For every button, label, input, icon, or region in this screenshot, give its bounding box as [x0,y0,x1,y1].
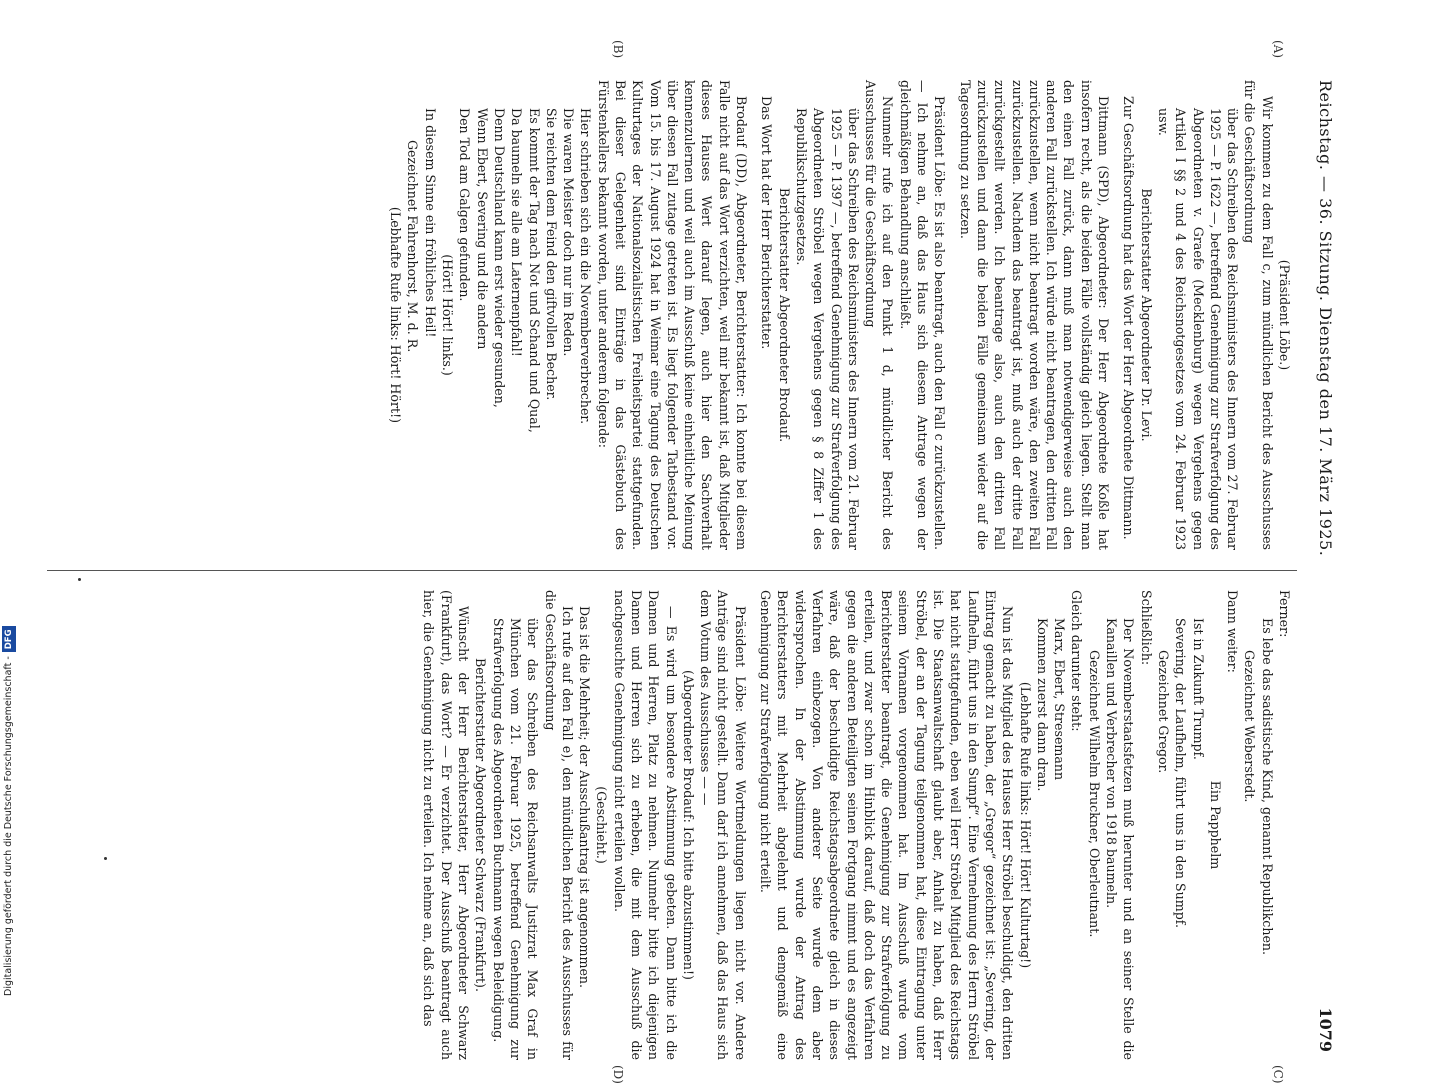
signature-line: Gezeichnet Gregor. [1155,650,1171,774]
report-subject: über das Schreiben des Reichsministers des Innern vom 27. Februar 1925 — P. 1622 —, betreffend Genehmigung zur Strafverfolgung des Abgeordneten v. Graefe (Mecklenburg) wegen Vergehens gegen Artikel I §§ 2 und 4 des Reichsnotgesetzes vom 24. Februar 1923 usw. [1155,108,1241,550]
margin-mark-a: (A) [1271,40,1285,59]
interjection: (Lebhafte Rufe links: Hört! Hört!) [388,206,404,424]
interjection: (Abgeordneter Brodauf: Ich bitte abzustimmen!) [680,670,696,980]
margin-mark-c: (C) [1271,1065,1285,1084]
verse-line: Die waren Meister doch nur im Reden. [561,108,577,357]
verse-line: In diesem Sinne ein fröhliches Heil! [422,108,438,338]
left-column [53,80,1293,550]
scan-speck [104,857,107,860]
verse-line: Der Novemberstaatsfetzen muß herunter und an seiner Stelle die Kanaillen und Verbrecher von 1918 baumeln. [1104,618,1137,1060]
paragraph: Ich rufe auf den Fall e), den mündlichen Bericht des Ausschusses für die Geschäftsordnung [542,590,575,1060]
paragraph: Dann weiter: [1225,590,1241,673]
scan-speck [78,578,81,581]
paragraph: Wünscht der Herr Berichterstatter, Herr Abgeordneter Schwarz (Frankfurt), das Wort? — Er verzichtet. Der Ausschuß beantragt auch hier, die Genehmigung nicht zu erteilen. Ich nehme an, daß sich das [421,590,472,1060]
right-column [53,590,1293,1060]
rapporteur-line: Berichterstatter Abgeordneter Schwarz (Frankfurt). [473,658,489,992]
speech-president: Präsident Löbe: Es ist also beantragt, auch den Fall c zurückzustellen. — Ich nehme an, daß das Haus sich diesem Antrage wegen der gleichmäßigen Behandlung anschließt. [897,80,948,550]
verse-line: Sie reichten dem Feind den giftvollen Becher. [543,108,559,401]
verse-line: Wenn Ebert, Severing und die andern [474,108,490,350]
paragraph: Das ist die Mehrheit; der Ausschußantrag ist angenommen. [577,606,593,989]
paragraph: Das Wort hat der Herr Berichterstatter. [759,96,775,350]
page-header [1305,80,1345,1060]
interjection: (Lebhafte Rufe links: Hört! Hört! Kulturtag!) [1017,681,1033,969]
margin-mark-b: (B) [611,40,625,59]
verse-line: Severing, der Laufhelm, führt uns in den Sumpf. [1173,618,1189,928]
verse-line: Es lebe das sadistische Kind, genannt Republikchen. [1259,618,1275,956]
dfg-logo: DFG [2,626,16,652]
credit-text: Digitalisierung gefördert durch die Deutsche Forschungsgemeinschaft - [3,656,14,996]
signature-line: Gezeichnet Weberstedt. [1242,650,1258,803]
paragraph: — Es wird um besondere Abstimmung gebeten. Dann bitte ich die Damen und Herren, Platz zu nehmen. Nunmehr bitte ich diejenigen Damen und Herren sich zu erheben, die mit dem Ausschuß die nachgesuchte Genehmigung nicht erteilen wollen. [611,590,679,1060]
speaker-heading: (Präsident Löbe.) [1277,259,1292,371]
verse-line: Es kommt der Tag nach Not und Schand und Qual, [526,108,542,433]
digitization-credit [2,6,16,996]
paragraph: Nun ist das Mitglied des Hauses Herr Ströbel beschuldigt, den dritten Eintrag gemacht zu haben, der „Gregor“ gezeichnet ist: „Severing, der Laufhelm, führt uns in den Sumpf“. Eine Vernehmung des Herrn Ströbel hat nicht stattgefunden, eben weil Herr Ströbel Mitglied des Reichstags ist. Die Staatsanwaltschaft glaubt aber, Anhalt zu haben, daß Herr Ströbel, der an der Tagung teilgenommen hat, diese Eintragung unter seinem Vornamen vorgenommen hat. Im Ausschuß wurde vom Berichterstatter beantragt, die Genehmigung zur Strafverfolgung zu erteilen, und zwar schon im Hinblick darauf, daß doch das Verfahren gegen die anderen Beteiligten seinen Fortgang nimmt und es angezeigt wäre, daß der beschuldigte Reichstagsabgeordnete gleich in dieses Verfahren einbezogen. Von anderer Seite wurde dem aber widersprochen. In der Abstimmung wurde der Antrag des Berichterstatters mit Mehrheit abgelehnt und demgemäß eine Genehmigung zur Strafverfolgung nicht erteilt. [758,590,1016,1060]
verse-line: Hier schrieben sich ein die Novemberverbrecher. [578,108,594,425]
rapporteur-line: Berichterstatter Abgeordneter Dr. Levi. [1138,188,1154,442]
signature-line: Gezeichnet Fahrenhorst, M. d. R. [405,140,421,353]
margin-mark-d: (D) [611,1065,625,1084]
paragraph: Nunmehr rufe ich auf den Punkt 1 d, mündlicher Bericht des Ausschusses für die Geschäftsordnung [863,80,896,550]
verse-line: Denn Deutschland kann erst wieder gesunden, [491,108,507,408]
paragraph: Zur Geschäftsordnung hat das Wort der Herr Abgeordnete Dittmann. [1121,96,1137,540]
verse-line: Da baumeln sie alle am Laternenpfahl! [509,108,525,357]
rotated-document-page [35,40,1345,1084]
speech-dittmann: Dittmann (SPD), Abgeordneter: Der Herr Abgeordnete Koßle hat insofern recht, als die beiden Fälle vollständig gleich liegen. Stellt man den einen Fall zurück, dann muß man notwendigerweise auch den anderen Fall zurückstellen. Ich würde nicht beantragen, den dritten Fall zurückzustellen, wenn nicht beantragt worden wäre, den zweiten Fall zurückzustellen. Nachdem das beantragt ist, muß auch der dritte Fall zurückgestellt werden. Ich beantrage also, auch den dritten Fall zurückzustellen und dann die beiden Fälle gemeinsam wieder auf die Tagesordnung zu setzen. [957,80,1112,550]
signature-line: Gezeichnet Wilhelm Bruckner, Oberleutnant. [1086,650,1102,938]
paragraph: Gleich darunter steht: [1069,590,1085,732]
paragraph: Wir kommen zu dem Fall c, zum mündlichen Bericht des Ausschusses für die Geschäftsordnung [1242,80,1275,550]
speech-brodauf: Brodauf (DD), Abgeordneter, Berichterstatter: Ich konnte bei diesem Falle nicht auf das Wort verzichten, weil mir bekannt ist, daß Mitglieder dieses Hauses Wert darauf legen, auch hier den Sachverhalt kennenzulernen und weil auch im Ausschuß keine einheitliche Meinung über diesen Fall zutage getreten ist. Es liegt folgender Tatbestand vor. Vom 15. bis 17. August 1924 hat in Weimar eine Tagung des Deutschen Kulturtages der Nationalsozialistischen Freiheitspartei stattgefunden. Bei dieser Gelegenheit sind Einträge in das Gästebuch des Fürstenkellers bekannt worden, unter anderem folgende: [595,80,750,550]
verse-line: Ein Papphelm [1207,780,1223,870]
report-subject: über das Schreiben des Reichsministers des Innern vom 21. Februar 1925 — P. 1397 —, betreffend Genehmigung zur Strafverfolgung des Abgeordneten Ströbel wegen Vergehens gegen § 8 Ziffer 1 des Republikschutzgesetzes. [793,108,861,550]
paragraph: Schließlich: [1138,590,1154,666]
verse-line: Kommen zuerst dann dran. [1034,618,1050,792]
rapporteur-line: Berichterstatter Abgeordneter Brodauf. [776,187,792,443]
verse-line: Marx, Ebert, Stresemann [1052,618,1068,781]
verse-line: Den Tod am Galgen gefunden. [457,108,473,302]
speech-president: Präsident Löbe: Weitere Wortmeldungen liegen nicht vor. Andere Anträge sind nicht gestellt. Dann darf ich annehmen, daß das Haus sich dem Votum des Ausschusses — — [698,590,748,1060]
header-title: Reichstag. — 36. Sitzung. Dienstag den 17. März 1925. [1316,80,1335,557]
paragraph: Ferner: [1277,590,1292,638]
page-number: 1079 [1316,1007,1335,1052]
verse-line: Ist in Zukunft Trumpf. [1190,618,1206,760]
interjection: (Hört! Hört! links.) [440,254,456,376]
interjection: (Geschieht.) [594,786,610,864]
column-divider [47,570,1297,571]
report-subject: über das Schreiben des Reichsanwalts Justizrat Max Graf in München vom 21. Februar 1925, betreffend Genehmigung zur Strafverfolgung des Abgeordneten Buchmann wegen Beleidigung. [490,618,541,1060]
